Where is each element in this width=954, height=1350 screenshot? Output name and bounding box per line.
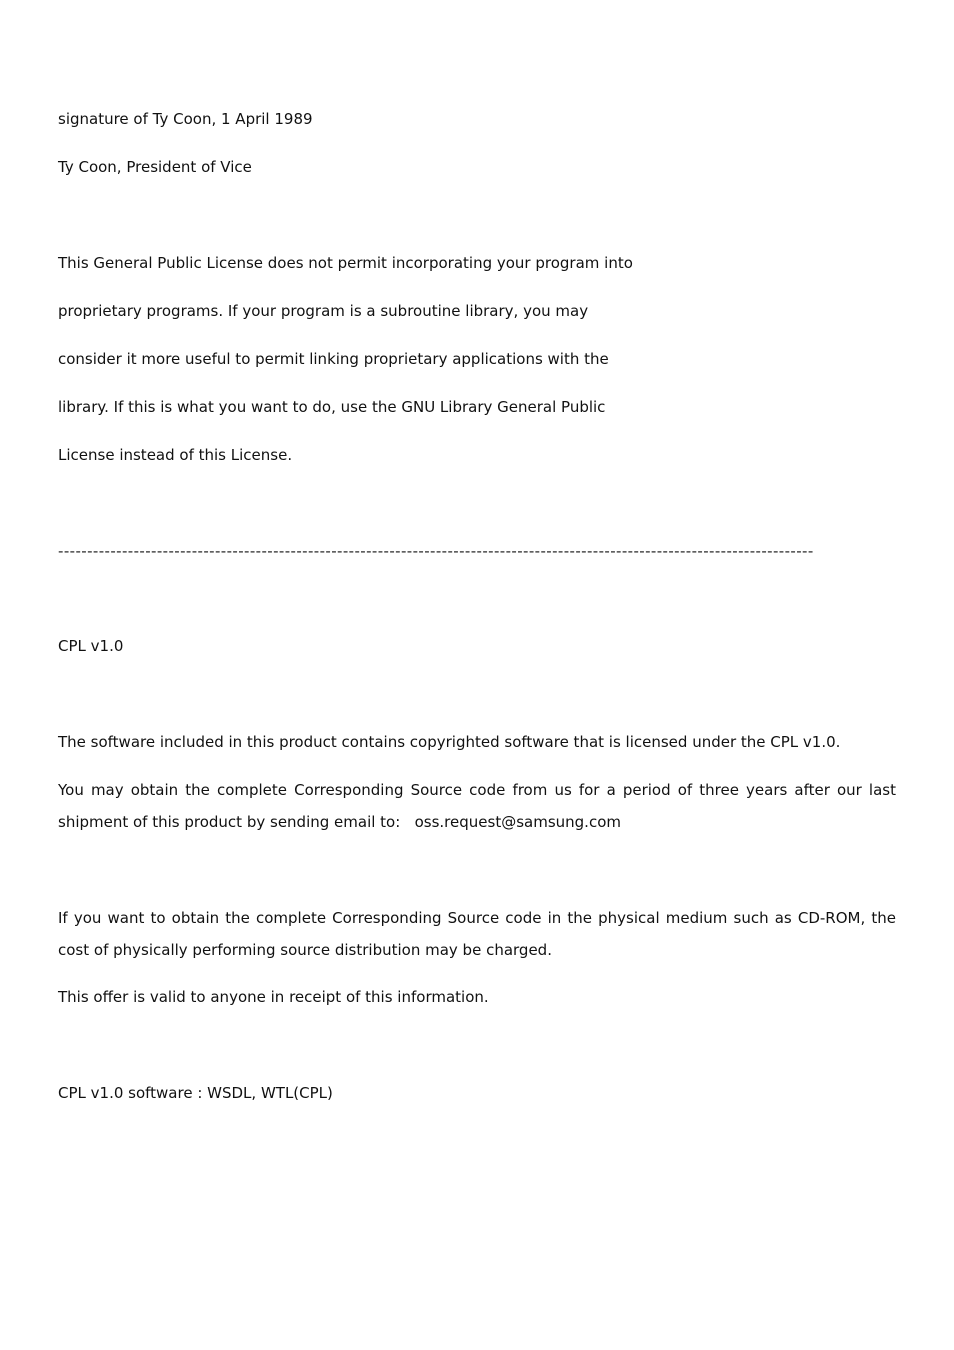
gpl-note-line-1: This General Public License does not permit incorporating your program into [58, 254, 633, 272]
source-offer-paragraph [58, 774, 896, 838]
signature-line: signature of Ty Coon, 1 April 1989 [58, 110, 313, 128]
license-intro: The software included in this product contains copyrighted software that is licensed under the CPL v1.0. [58, 733, 841, 751]
gpl-note-line-5: License instead of this License. [58, 446, 293, 464]
signatory-title: Ty Coon, President of Vice [58, 158, 252, 176]
section-divider: ---------------------------------------------------------------------------------------------------------------------------------- [58, 542, 814, 560]
contact-email: oss.request@samsung.com [414, 813, 621, 831]
source-offer-text: You may obtain the complete Corresponding Source code from us for a period of three years after our last shipment of this product by sending email to: [58, 781, 896, 831]
software-list: CPL v1.0 software : WSDL, WTL(CPL) [58, 1084, 333, 1102]
offer-validity: This offer is valid to anyone in receipt of this information. [58, 988, 489, 1006]
section-heading: CPL v1.0 [58, 637, 124, 655]
gpl-note-line-3: consider it more useful to permit linking proprietary applications with the [58, 350, 609, 368]
gpl-note-line-2: proprietary programs. If your program is a subroutine library, you may [58, 302, 589, 320]
gpl-note-line-4: library. If this is what you want to do, use the GNU Library General Public [58, 398, 606, 416]
physical-medium-paragraph: If you want to obtain the complete Corresponding Source code in the physical medium such as CD-ROM, the cost of physically performing source distribution may be charged. [58, 909, 896, 959]
